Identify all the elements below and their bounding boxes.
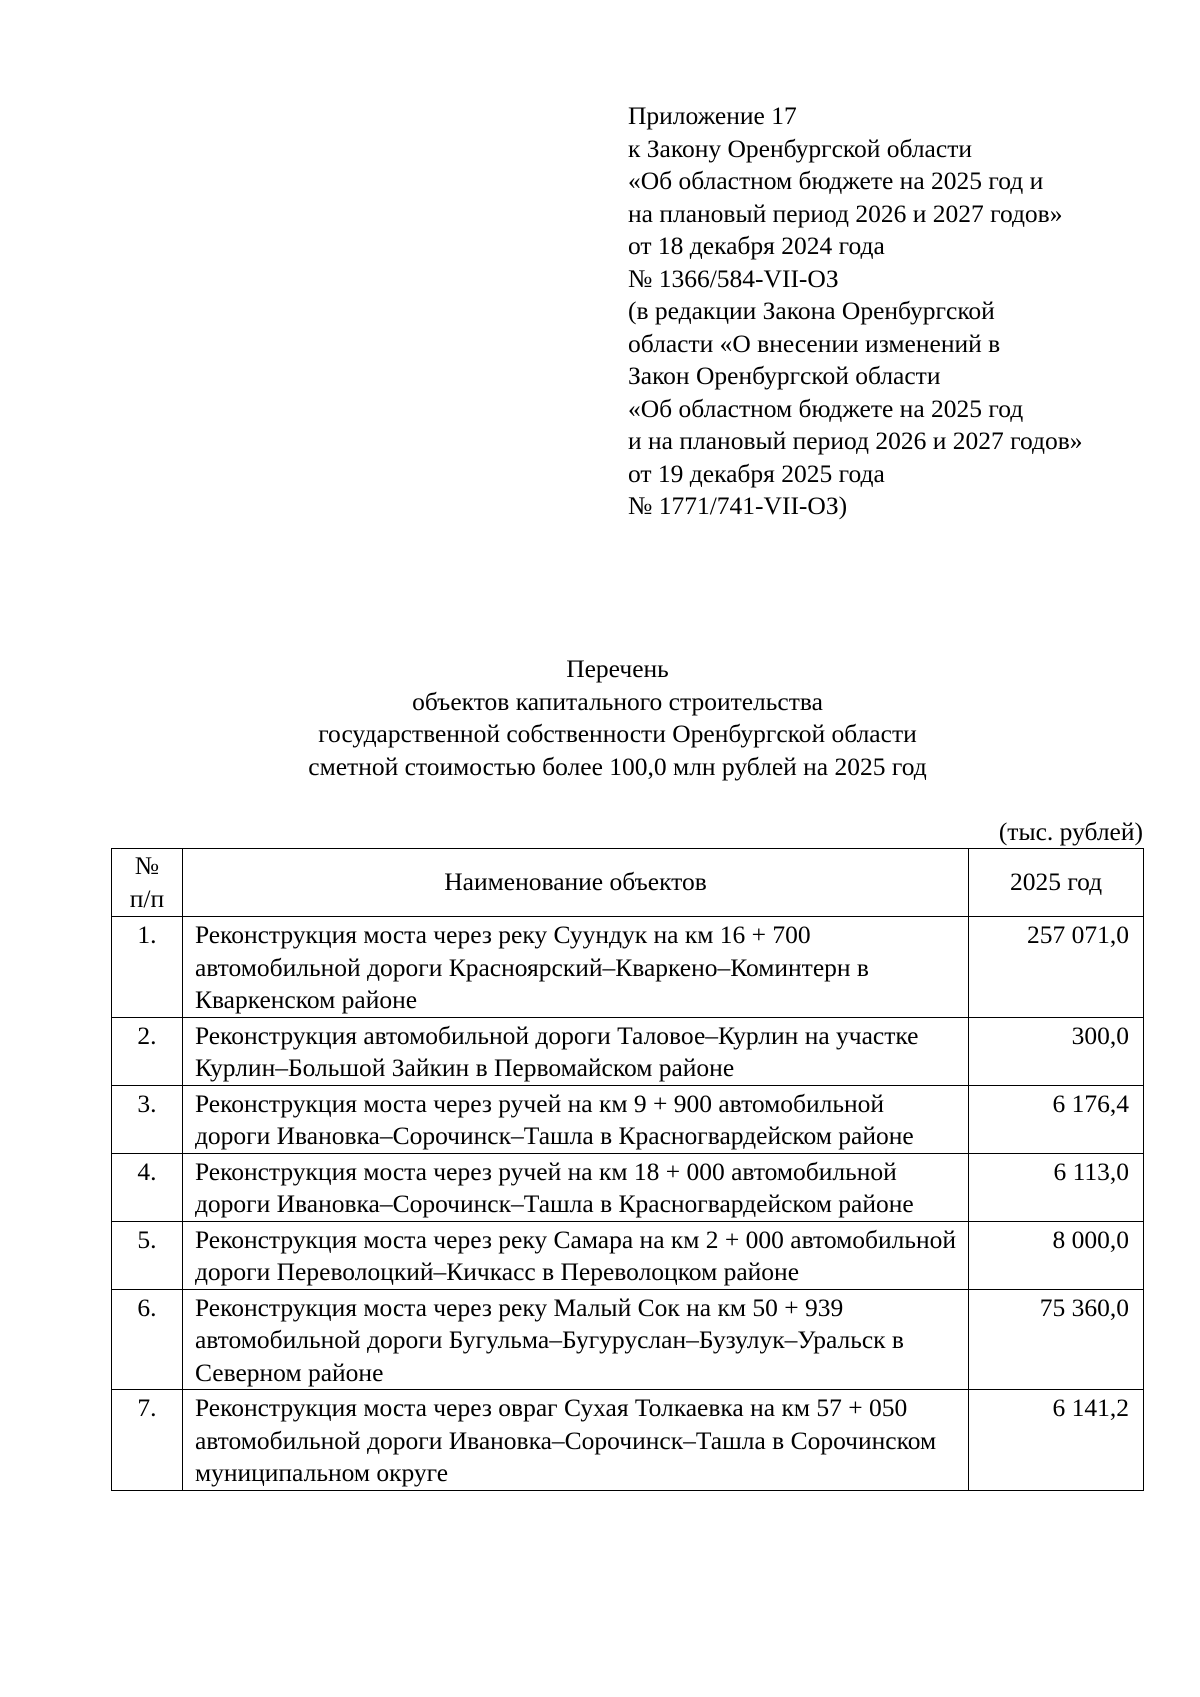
table-row <box>112 1289 1144 1390</box>
row-amount: 6 113,0 <box>969 1153 1144 1221</box>
row-amount: 6 176,4 <box>969 1085 1144 1153</box>
row-object-name: Реконструкция моста через реку Самара на км 2 + 000 автомобильной дороги Переволоцкий–Кичкасс в Переволоцком районе <box>182 1221 968 1289</box>
appendix-header <box>628 100 1148 523</box>
row-amount: 257 071,0 <box>969 917 1144 1018</box>
column-header-number <box>112 849 183 917</box>
appendix-line: Закон Оренбургской области <box>628 361 941 390</box>
column-header-number-line1: № <box>134 851 160 880</box>
table-header-row <box>112 849 1144 917</box>
row-amount: 8 000,0 <box>969 1221 1144 1289</box>
row-object-name: Реконструкция моста через ручей на км 18 + 000 автомобильной дороги Ивановка–Сорочинск–Ташла в Красногвардейском районе <box>182 1153 968 1221</box>
row-object-name: Реконструкция моста через ручей на км 9 + 900 автомобильной дороги Ивановка–Сорочинск–Ташла в Красногвардейском районе <box>182 1085 968 1153</box>
row-number: 2. <box>112 1017 183 1085</box>
column-header-year: 2025 год <box>969 849 1144 917</box>
document-title <box>0 653 1200 783</box>
row-number: 4. <box>112 1153 183 1221</box>
column-header-name: Наименование объектов <box>182 849 968 917</box>
table-row <box>112 1221 1144 1289</box>
appendix-line: и на плановый период 2026 и 2027 годов» <box>628 426 1083 455</box>
row-object-name: Реконструкция автомобильной дороги Таловое–Курлин на участке Курлин–Большой Зайкин в Первомайском районе <box>182 1017 968 1085</box>
appendix-line: «Об областном бюджете на 2025 год <box>628 393 1024 423</box>
appendix-line: на плановый период 2026 и 2027 годов» <box>628 198 1063 228</box>
row-number: 3. <box>112 1085 183 1153</box>
row-number: 7. <box>112 1390 183 1491</box>
row-object-name: Реконструкция моста через овраг Сухая Толкаевка на км 57 + 050 автомобильной дороги Ивановка–Сорочинск–Ташла в Сорочинском муниципальном округе <box>182 1390 968 1491</box>
row-object-name: Реконструкция моста через реку Суундук на км 16 + 700 автомобильной дороги Красноярский–Кваркено–Коминтерн в Кваркенском районе <box>182 917 968 1018</box>
table-row <box>112 917 1144 1018</box>
appendix-line: от 18 декабря 2024 года <box>628 231 885 260</box>
appendix-line: Приложение 17 <box>628 101 797 130</box>
row-amount: 75 360,0 <box>969 1289 1144 1390</box>
appendix-line: № 1366/584-VII-ОЗ <box>628 263 839 293</box>
table-row <box>112 1017 1144 1085</box>
row-number: 5. <box>112 1221 183 1289</box>
appendix-line: № 1771/741-VII-ОЗ) <box>628 491 848 520</box>
title-line: объектов капитального строительства <box>412 686 823 716</box>
title-line: государственной собственности Оренбургской области <box>318 719 917 748</box>
table-row <box>112 1085 1144 1153</box>
row-amount: 300,0 <box>969 1017 1144 1085</box>
appendix-line: области «О внесении изменений в <box>628 328 1001 358</box>
appendix-line: от 19 декабря 2025 года <box>628 458 885 488</box>
appendix-line: (в редакции Закона Оренбургской <box>628 296 995 325</box>
row-object-name: Реконструкция моста через реку Малый Сок на км 50 + 939 автомобильной дороги Бугульма–Бугуруслан–Бузулук–Уральск в Северном районе <box>182 1289 968 1390</box>
appendix-line: к Закону Оренбургской области <box>628 133 972 163</box>
table-row <box>112 1390 1144 1491</box>
table-row <box>112 1153 1144 1221</box>
row-number: 1. <box>112 917 183 1018</box>
units-label: (тыс. рублей) <box>998 817 1143 846</box>
title-line: Перечень <box>566 654 669 683</box>
row-amount: 6 141,2 <box>969 1390 1144 1491</box>
row-number: 6. <box>112 1289 183 1390</box>
title-line: сметной стоимостью более 100,0 млн рублей на 2025 год <box>308 751 927 781</box>
appendix-line: «Об областном бюджете на 2025 год и <box>628 166 1044 195</box>
objects-table <box>111 848 1144 1491</box>
column-header-number-line2: п/п <box>129 883 165 913</box>
